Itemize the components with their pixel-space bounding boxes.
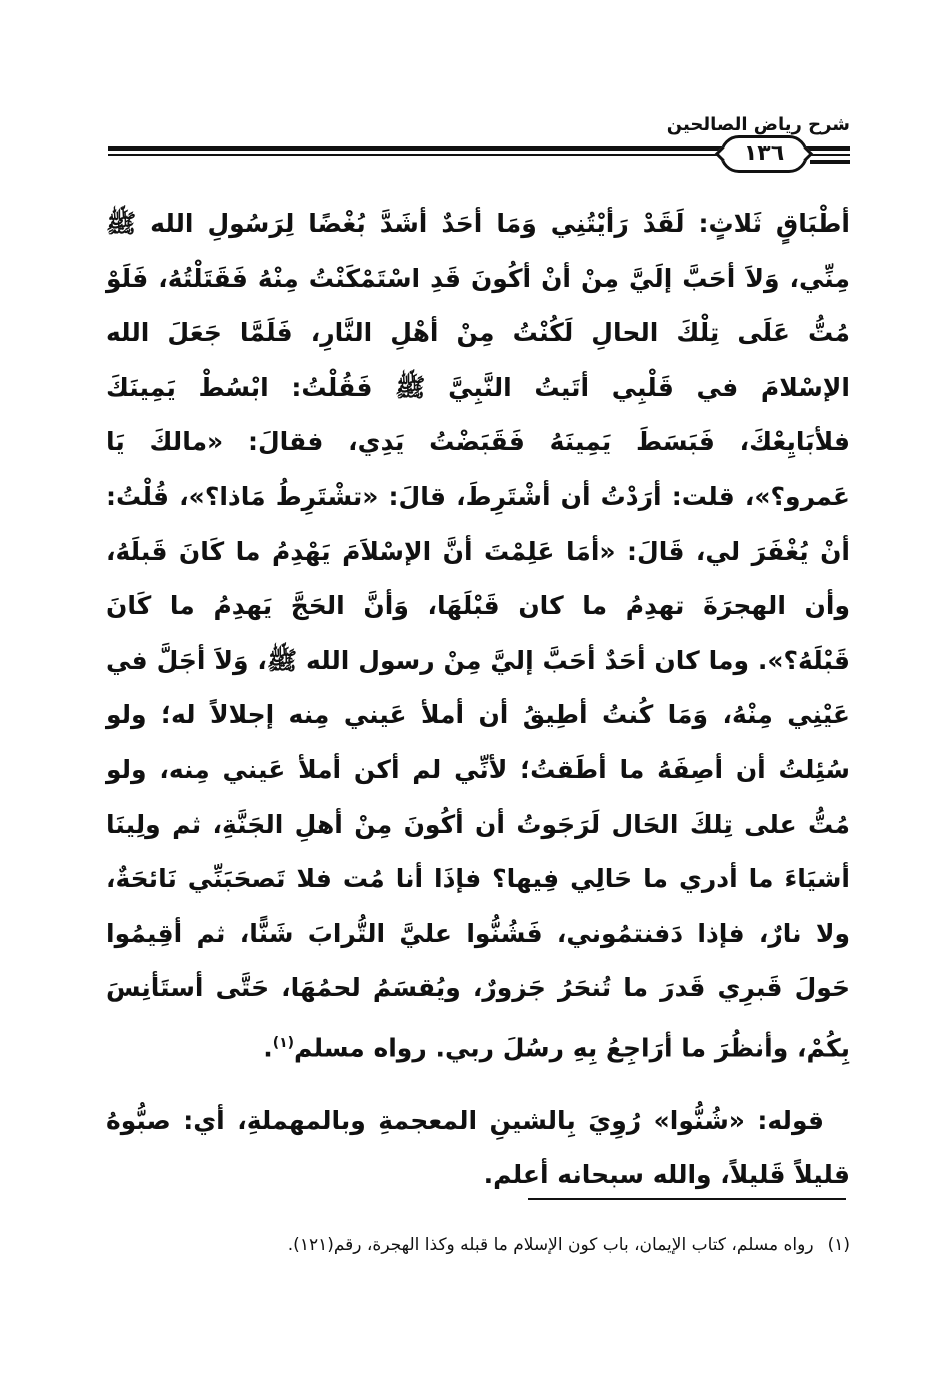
header-rule-short [810, 160, 850, 164]
hadith-end-punct: . [263, 1033, 273, 1063]
hadith-text: أطْبَاقٍ ثَلاثٍ: لَقَدْ رَأيْتُنِي وَمَا أحَدٌ أشَدَّ بُغْضًا لِرَسُولِ الله ﷺ مِنِّي، وَلاَ أحَبَّ إلَيَّ مِنْ أنْ أكُونَ قَدِ اسْتَمْكَنْتُ مِنْهُ فَقَتَلْتُهُ، فَلَوْ مُتُّ عَلَى تِلْكَ الحالِ لَكُنْتُ مِنْ أهْلِ النَّارِ، فَلَمَّا جَعَلَ الله الإسْلامَ في قَلْبِي أتَيتُ النَّبِيَّ ﷺ فَقُلْتُ: ابْسُطْ يَمِينَكَ فلأبَايِعْكَ، فَبَسَطَ يَمِينَهُ فَقَبَضْتُ يَدِي، فقالَ: «مالكَ يَا عَمرو؟»، قلت: أرَدْتُ أن أشْتَرِطَ، قالَ: «تشْتَرِطُ مَاذا؟»، قُلْتُ: أنْ يُغْفَرَ لي، قَالَ: «أمَا عَلِمْتَ أنَّ الإسْلاَمَ يَهْدِمُ ما كَانَ قَبلَهُ، وأن الهجرَةَ تهدِمُ ما كان قَبْلَهَا، وَأنَّ الحَجَّ يَهدِمُ ما كَانَ قَبْلَهُ؟». وما كان أحَدٌ أحَبَّ إليَّ مِنْ رسول الله ﷺ، وَلاَ أجَلَّ في عَيْنِي مِنْهُ، وَمَا كُنتُ أطِيقُ أن أملأ عَيني مِنه إجلالاً له؛ ولو سُئِلتُ أن أصِفَهُ ما أطَقتُ؛ لأنِّي لم أكن أملأ عَيني مِنه، ولو مُتُّ على تِلكَ الحَال لَرَجَوتُ أن أكُونَ مِنْ أهلِ الجَنَّةِ، ثم ولِينَا أشيَاءَ ما أدري ما حَالِي فِيها؟ فإذَا أنا مُت فلا تَصحَبَنِّي نَائحَةٌ، ولا نارٌ، فإذا دَفنتمُوني، فَشُنُّوا عليَّ التُّرابَ شَنًّا، ثم أقِيمُوا حَولَ قَبرِي قَدرَ ما تُنحَرُ جَزورٌ، ويُقسَمُ لحمُهَا، حَتَّى أستَأنِسَ بِكُمْ، وأنظُرَ ما أرَاجِعُ بِهِ رسُلَ ربي. رواه مسلم [106, 209, 850, 1063]
paragraph-commentary: قوله: «شُنُّوا» رُوِيَ بِالشينِ المعجمةِ وبالمهملةِ، أي: صبُّوهُ قليلاً قَليلاً، والله سبحانه أعلم. [106, 1105, 850, 1190]
footnote-reference[interactable]: (١) [272, 1034, 295, 1051]
footnote-number: (١) [827, 1235, 850, 1255]
paragraph-hadith [106, 197, 850, 1076]
footnote-text: رواه مسلم، كتاب الإيمان، باب كون الإسلام ما قبله وكذا الهجرة، رقم(١٢١). [287, 1235, 814, 1255]
book-title: شرح رياض الصالحين [666, 114, 850, 135]
footnote-separator [528, 1198, 846, 1200]
page-number: ١٣٦ [743, 141, 785, 166]
main-text [106, 197, 850, 1203]
footnote [106, 1232, 850, 1258]
page-header [108, 112, 850, 172]
page-number-badge [720, 135, 808, 173]
